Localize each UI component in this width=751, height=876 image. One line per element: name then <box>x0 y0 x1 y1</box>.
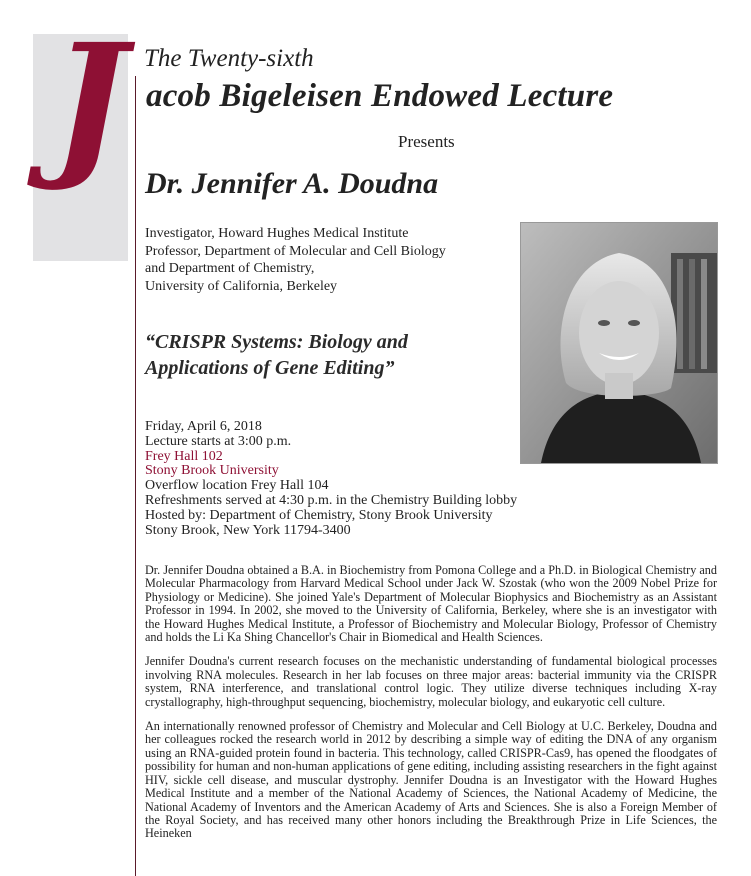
event-overflow: Overflow location Frey Hall 104 <box>145 478 329 494</box>
lecture-series-title: acob Bigeleisen Endowed Lecture <box>146 78 614 114</box>
speaker-biography <box>145 564 717 852</box>
presents-label: Presents <box>398 132 455 151</box>
event-refreshments: Refreshments served at 4:30 p.m. in the Chemistry Building lobby <box>145 492 518 508</box>
vertical-rule <box>135 76 136 876</box>
decorative-initial: J <box>52 10 127 195</box>
bio-paragraph: An internationally renowned professor of Chemistry and Molecular and Cell Biology at U.C. Berkeley, Doudna and her colleagues rocked the research world in 2012 by describing a simple way of editing the DNA of any organism using an RNA-guided protein found in bacteria. This technology, called CRISPR-Cas9, has opened the floodgates of possibility for human and non-human applications of gene editing, including assisting researchers in the fight against HIV, sickle cell disease, and muscular dystrophy. Jennifer Doudna is an Investigator with the Howard Hughes Medical Institute and a member of the National Academy of Sciences, the National Academy of Medicine, the National Academy of Inventors and the American Academy of Arts and Sciences. She is also a Foreign Member of the Royal Society, and has received many other honors including the Breakthrough Prize in Life Sciences, the Heineken <box>145 719 717 841</box>
speaker-name: Dr. Jennifer A. Doudna <box>145 167 439 200</box>
event-date: Friday, April 6, 2018 <box>145 419 262 434</box>
speaker-portrait-image <box>521 223 717 463</box>
talk-title-line: “CRISPR Systems: Biology and <box>145 331 408 353</box>
event-details <box>145 420 517 538</box>
event-venue: Stony Brook University <box>145 463 279 479</box>
speaker-photo <box>520 222 718 464</box>
bio-paragraph: Dr. Jennifer Doudna obtained a B.A. in Biochemistry from Pomona College and a Ph.D. in Biological Chemistry and Molecular Pharmacology from Harvard Medical School under Jack W. Szostak (who won the 2009 Nobel Prize for Physiology or Medicine). She joined Yale's Department of Molecular Biophysics and Biochemistry as an Assistant Professor in 1994. In 2002, she moved to the University of California, Berkeley, where she is an investigator with the Howard Hughes Medical Institute, a Professor of Biochemistry and Molecular Biology, Professor of Chemistry and holds the Li Ka Shing Chancellor's Chair in Biomedical and Health Sciences. <box>145 563 717 645</box>
lecture-ordinal: The Twenty-sixth <box>144 45 314 72</box>
event-room: Frey Hall 102 <box>145 448 223 464</box>
event-address: Stony Brook, New York 11794-3400 <box>145 522 351 538</box>
affiliation-line: University of California, Berkeley <box>145 278 338 294</box>
event-host: Hosted by: Department of Chemistry, Stony Brook University <box>145 507 493 523</box>
talk-title <box>145 329 408 381</box>
affiliation-line: Professor, Department of Molecular and Cell Biology <box>145 243 446 259</box>
bio-paragraph: Jennifer Doudna's current research focuses on the mechanistic understanding of fundamental biological processes involving RNA molecules. Research in her lab focuses on three major areas: bacterial immunity via the CRISPR system, RNA interference, and translational control logic. They utilize diverse techniques including X-ray crystallography, high-throughput sequencing, biochemistry, molecular biology, and eukaryotic cell culture. <box>145 654 717 709</box>
affiliation-line: and Department of Chemistry, <box>145 261 315 276</box>
affiliation-line: Investigator, Howard Hughes Medical Institute <box>145 226 409 241</box>
speaker-affiliation <box>145 225 446 295</box>
talk-title-line: Applications of Gene Editing” <box>145 357 395 379</box>
event-time: Lecture starts at 3:00 p.m. <box>145 433 292 449</box>
